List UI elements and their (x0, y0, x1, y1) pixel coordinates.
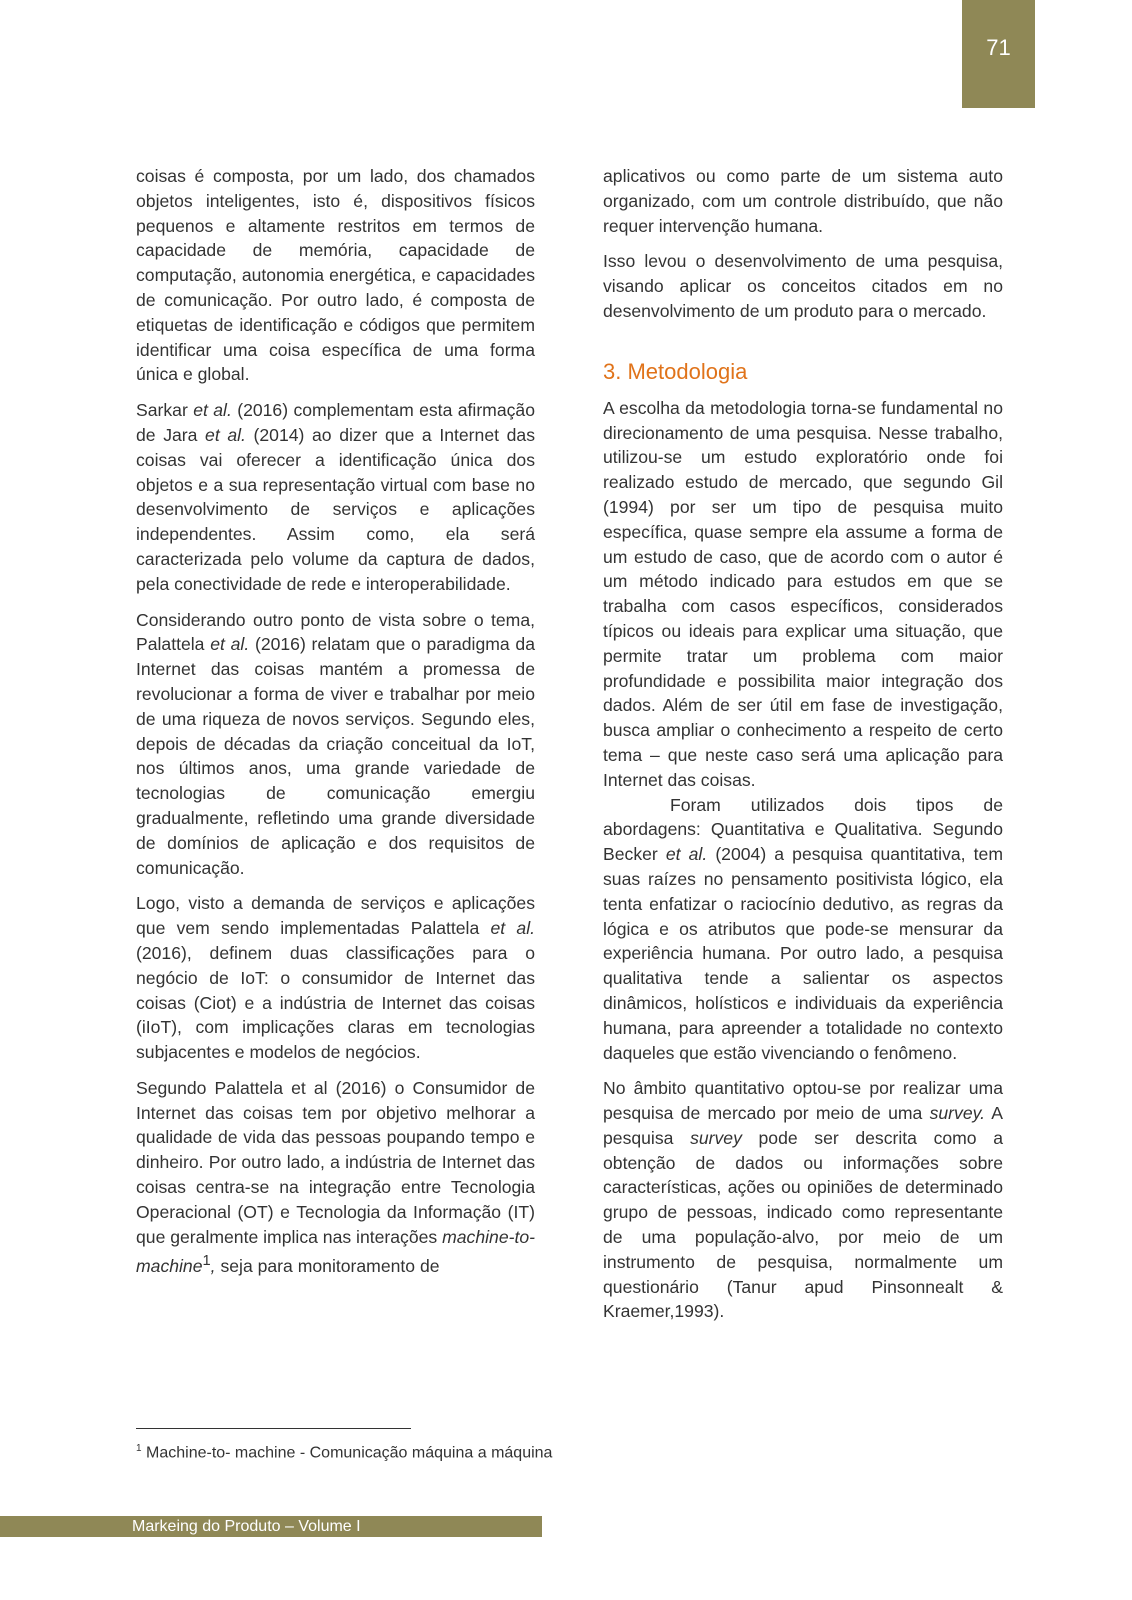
left-column (136, 164, 535, 1279)
page-number-tab (962, 0, 1035, 108)
footnote (136, 1438, 556, 1463)
footer-title: Markeing do Produto – Volume I (132, 1518, 361, 1535)
italic-run: , (210, 1256, 216, 1277)
footnote-text: Machine-to- machine - Comunicação máquina a máquina (141, 1444, 553, 1462)
italic-run: et al. (490, 918, 535, 939)
text-run: pode ser descrita como a obtenção de dados ou informações sobre características, ações ou opiniões de determinado grupo de pessoas, indicado como representante de uma população-alvo, por meio de um instrumento de pesquisa, normalmente um questionário (Tanur apud Pinsonnealt & Kraemer,1993). (603, 1127, 1003, 1322)
right-paragraph-4 (603, 793, 1003, 1066)
text-run: (2004) a pesquisa quantitativa, tem suas raízes no pensamento positivista lógico, ela tenta enfatizar o raciocínio dedutivo, as regras da lógica e os atributos que pode-se mensurar da experiência humana. Por outro lado, a pesquisa qualitativa tende a salientar os aspectos dinâmicos, holísticos e individuais da experiência humana, para apreender a totalidade no contexto daqueles que estão vivenciando o fenômeno. (603, 844, 1003, 1063)
left-paragraph-3 (136, 608, 535, 881)
left-paragraph-4 (136, 891, 535, 1065)
left-paragraph-2 (136, 398, 535, 596)
text-run: (2016), definem duas classificações para o negócio de IoT: o consumidor de Internet das coisas (Ciot) e a indústria de Internet das coisas (iIoT), com implicações claras em tecnologias subjacentes e modelos de negócios. (136, 942, 535, 1063)
left-paragraph-5 (136, 1076, 535, 1279)
right-paragraph-3: A escolha da metodologia torna-se fundamental no direcionamento de uma pesquisa. Nesse trabalho, utilizou-se um estudo exploratório onde foi realizado estudo de mercado, que segundo Gil (1994) por ser um tipo de pesquisa muito específica, quase sempre ela assume a forma de um estudo de caso, que de acordo com o autor é um método indicado para estudos em que se trabalha com casos específicos, considerados típicos ou ideais para explicar uma situação, que permite tratar um problema com maior profundidade e possibilita maior integração dos dados. Além de ser útil em fase de investigação, busca ampliar o conhecimento a respeito de certo tema – que neste caso será uma aplicação para Internet das coisas. (603, 397, 1003, 790)
italic-run: survey. (929, 1103, 985, 1124)
text-run: (2016) complementam esta afirmação de Jara (136, 400, 535, 445)
italic-run: et al. (210, 634, 250, 655)
footnote-marker: 1 (136, 1443, 142, 1454)
text-run: (2014) ao dizer que a Internet das coisas vai oferecer a identificação única dos objetos e a sua representação virtual com base no desenvolvimento de serviços e aplicações independentes. Assim como, ela será caracterizada pelo volume da captura de dados, pela conectividade de rede e interoperabilidade. (136, 424, 535, 594)
right-paragraph-1: aplicativos ou como parte de um sistema auto organizado, com um controle distribuído, que não requer intervenção humana. (603, 166, 1003, 236)
italic-run: machine-to-machine (136, 1226, 536, 1277)
footnote-divider (136, 1428, 411, 1429)
text-run: Segundo Palattela et al (2016) o Consumidor de Internet das coisas tem por objetivo melhorar a qualidade de vida das pessoas poupando tempo e dinheiro. Por outro lado, a indústria de Internet das coisas centra-se na integração entre Tecnologia Operacional (OT) e Tecnologia da Informação (IT) que geralmente implica nas interações (136, 1077, 535, 1247)
right-paragraph-2: Isso levou o desenvolvimento de uma pesquisa, visando aplicar os conceitos citados em no desenvolvimento de um produto para o mercado. (603, 251, 1003, 321)
text-run: A pesquisa (603, 1103, 1003, 1148)
text-run: Foram utilizados dois tipos de abordagens: Quantitativa e Qualitativa. Segundo Becker (603, 794, 1003, 865)
italic-run: et al. (665, 844, 708, 865)
italic-run: survey (690, 1127, 742, 1148)
page-number: 71 (986, 35, 1011, 60)
italic-run: et al. (193, 400, 232, 421)
footer-bar (0, 1516, 542, 1537)
text-run: Considerando outro ponto de vista sobre o tema, Palattela (136, 609, 535, 655)
text-run: seja para monitoramento de (215, 1256, 440, 1277)
text-run: Logo, visto a demanda de serviços e aplicações que vem sendo implementadas Palattela (136, 893, 535, 939)
right-paragraph-5 (603, 1076, 1003, 1324)
section-heading: 3. Metodologia (603, 358, 748, 384)
text-run: No âmbito quantitativo optou-se por realizar uma pesquisa de mercado por meio de uma (603, 1078, 1003, 1124)
italic-run: et al. (205, 424, 246, 445)
left-paragraph-1: coisas é composta, por um lado, dos chamados objetos inteligentes, isto é, dispositivos físicos pequenos e altamente restritos em termos de capacidade de memória, capacidade de computação, autonomia energética, e capacidades de comunicação. Por outro lado, é composta de etiquetas de identificação e códigos que permitem identificar uma coisa específica de uma forma única e global. (136, 166, 535, 385)
text-run: (2016) relatam que o paradigma da Internet das coisas mantém a promessa de revolucionar a forma de viver e trabalhar por meio de uma riqueza de novos serviços. Segundo eles, depois de décadas da criação conceitual da IoT, nos últimos anos, uma grande variedade de tecnologias de comunicação emergiu gradualmente, refletindo uma grande diversidade de domínios de aplicação e dos requisitos de comunicação. (136, 634, 535, 878)
footnote-reference: 1 (202, 1253, 211, 1270)
right-column (603, 164, 1003, 1335)
text-run: Sarkar (136, 400, 194, 421)
